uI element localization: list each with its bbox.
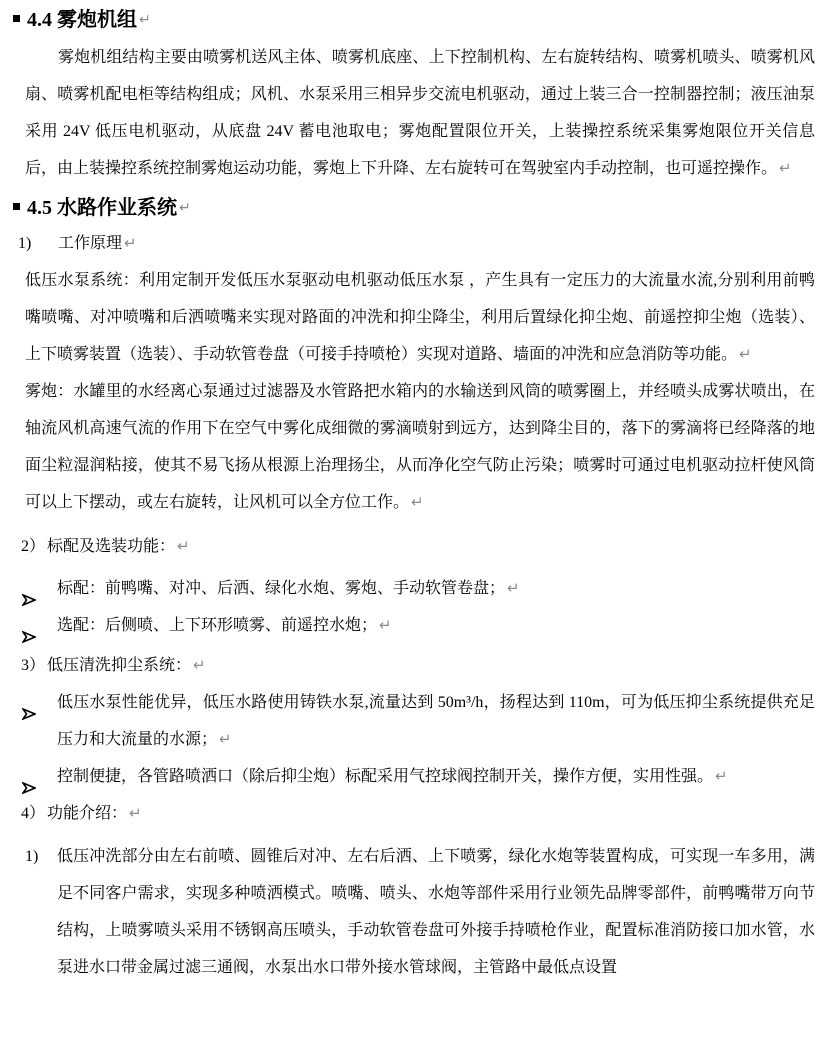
paragraph-mark-icon: ↵: [219, 730, 232, 748]
paragraph-mark-icon: ↵: [177, 537, 190, 555]
paragraph-mark-icon: ↵: [779, 159, 792, 177]
paragraph-mark-icon: ↵: [379, 616, 392, 634]
section-heading-4-5-text: 4.5 水路作业系统: [27, 197, 177, 219]
bullet-item-control-convenience: [0, 758, 815, 795]
list-item-working-principle: [0, 225, 815, 262]
paragraph-fog-cannon-structure: [25, 39, 815, 187]
section-heading-4-4-text: 4.4 雾炮机组: [27, 9, 137, 31]
bullet-item-text: 控制便捷，各管路喷洒口（除后抑尘炮）标配采用气控球阀控制开关，操作方便，实用性强。: [57, 768, 714, 785]
paragraph-low-pressure-pump: [25, 262, 815, 373]
heading-bullet-icon: [13, 15, 20, 22]
bullet-item-text: 低压水泵性能优异，低压水路使用铸铁水泵,流量达到 50m³/h，扬程达到 110m，可为低压抑尘系统提供充足压力和大流量的水源；: [57, 694, 815, 748]
list-item-text: 功能介绍：: [47, 805, 128, 822]
numbered-item-text: 低压冲洗部分由左右前喷、圆锥后对冲、左右后洒、上下喷雾，绿化水炮等装置构成，可实现一车多用，满足不同客户需求，实现多种喷洒模式。喷嘴、喷头、水炮等部件采用行业领先品牌零部件，前鸭嘴带万向节结构，上喷雾喷头采用不锈钢高压喷头，手动软管卷盘可外接手持喷枪作业，配置标准消防接口加水管，水泵进水口带金属过滤三通阀，水泵出水口带外接水管球阀，主管路中最低点设置: [57, 848, 815, 976]
paragraph-fog-cannon-principle: [25, 373, 815, 521]
paragraph-mark-icon: ↵: [139, 12, 151, 28]
paragraph-text: 雾炮机组结构主要由喷雾机送风主体、喷雾机底座、上下控制机构、左右旋转结构、喷雾机喷头、喷雾机风扇、喷雾机配电柜等结构组成；风机、水泵采用三相异步交流电机驱动，通过上装三合一控制器控制；液压油泵采用 24V 低压电机驱动，从底盘 24V 蓄电池取电；雾炮配置限位开关，上装操控系统采集雾炮限位开关信息后，由上装操控系统控制雾炮运动功能，雾炮上下升降、左右旋转可在驾驶室内手动控制，也可遥控操作。: [25, 49, 815, 177]
list-item-low-pressure-system: [0, 647, 815, 684]
bullet-item-pump-performance: [0, 684, 815, 758]
paragraph-text: 雾炮：水罐里的水经离心泵通过过滤器及水管路把水箱内的水输送到风筒的喷雾圈上，并经喷头成雾状喷出，在轴流风机高速气流的作用下在空气中雾化成细微的雾滴喷射到远方，达到降尘目的，落下的雾滴将已经降落的地面尘粒湿润粘接，使其不易飞扬从根源上治理扬尘，从而净化空气防止污染；喷雾时可通过电机驱动拉杆使风筒可以上下摆动，或左右旋转，让风机可以全方位工作。: [25, 383, 815, 511]
paragraph-mark-icon: ↵: [411, 493, 424, 511]
list-number: 3）: [21, 657, 46, 674]
bullet-item-standard-config: [0, 570, 815, 607]
list-number: 1): [18, 235, 32, 252]
bullet-item-text: 标配：前鸭嘴、对冲、后洒、绿化水炮、雾炮、手动软管卷盘；: [57, 580, 506, 597]
list-number: 4）: [21, 805, 46, 822]
list-item-text: 工作原理: [58, 235, 123, 252]
list-item-standard-optional: [0, 528, 815, 565]
bullet-item-text: 选配：后侧喷、上下环形喷雾、前遥控水炮；: [57, 617, 378, 634]
paragraph-mark-icon: ↵: [193, 656, 206, 674]
list-item-text: 低压清洗抑尘系统：: [47, 657, 192, 674]
paragraph-mark-icon: ↵: [124, 234, 137, 252]
paragraph-mark-icon: ↵: [507, 579, 520, 597]
paragraph-mark-icon: ↵: [179, 200, 191, 216]
paragraph-text: 低压水泵系统：利用定制开发低压水泵驱动电机驱动低压水泵 ，产生具有一定压力的大流量水流,分别利用前鸭嘴喷嘴、对冲喷嘴和后洒喷嘴来实现对路面的冲洗和抑尘降尘，利用后置绿化抑尘炮、前遥控抑尘炮（选装）、上下喷雾装置（选装）、手动软管卷盘（可接手持喷枪）实现对道路、墙面的冲洗和应急消防等功能。: [25, 272, 815, 363]
section-heading-4-5: [13, 195, 815, 221]
paragraph-mark-icon: ↵: [129, 804, 142, 822]
section-heading-4-4: [13, 7, 815, 33]
heading-bullet-icon: [13, 203, 20, 210]
bullet-item-optional-config: [0, 607, 815, 644]
list-number: 2）: [21, 538, 46, 555]
numbered-item-low-pressure-washing: [0, 838, 815, 986]
arrow-bullet-icon: [22, 697, 36, 734]
list-item-text: 标配及选装功能：: [47, 538, 176, 555]
paragraph-mark-icon: ↵: [715, 767, 728, 785]
list-number: 1): [25, 848, 39, 865]
paragraph-mark-icon: ↵: [739, 345, 752, 363]
list-item-function-intro: [0, 795, 815, 832]
